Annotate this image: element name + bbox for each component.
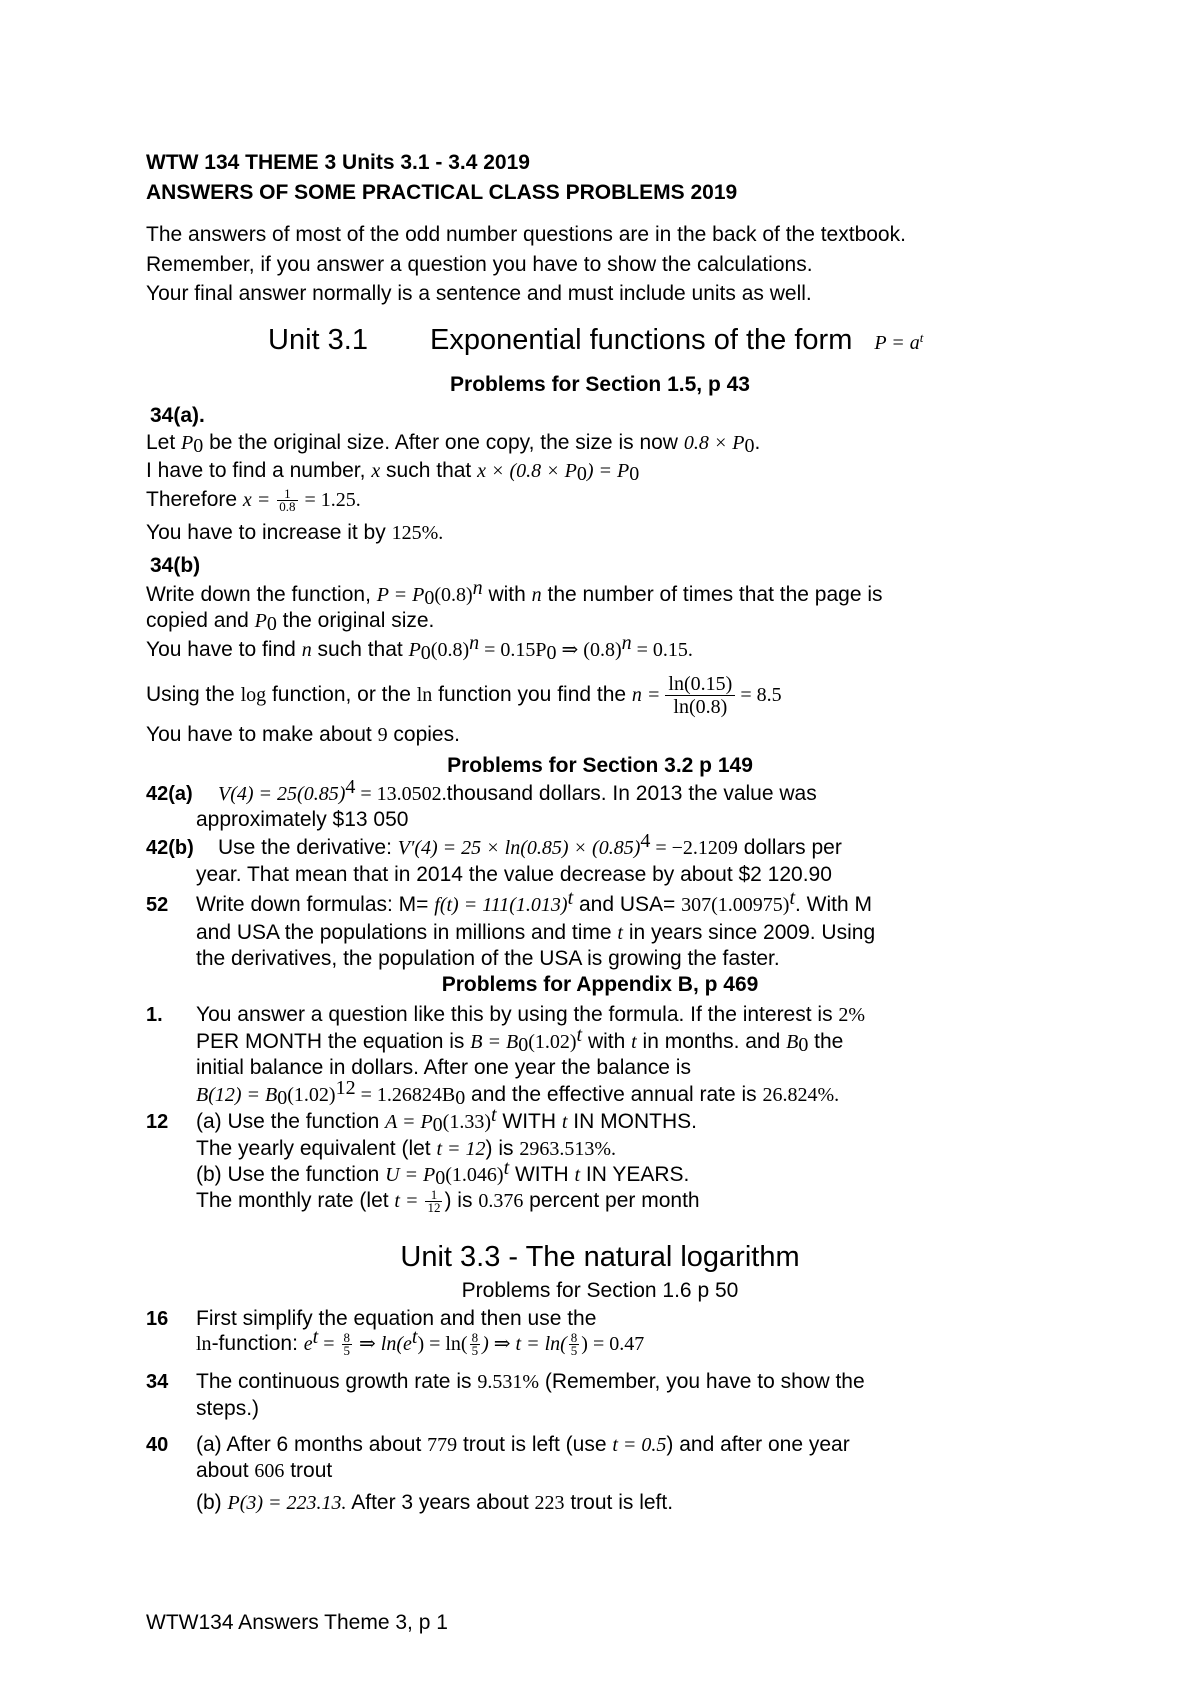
problem-12-label: 12 <box>146 1111 169 1133</box>
problem-1-line-2: PER MONTH the equation is $B = B_0(1.02)^t$ with t in months. and $B_0$ the <box>196 1024 844 1056</box>
problem-42b-label: 42(b) <box>146 837 194 859</box>
problem-34-line-1: The continuous growth rate is 9.531% (Remember, you have to show the <box>196 1370 865 1393</box>
problem-40-line-3: (b) P(3) = 223.13. After 3 years about 223 trout is left. <box>196 1491 674 1514</box>
problem-34a-label: 34(a). <box>150 404 205 427</box>
problem-52-line-1: Write down formulas: $M= f(t) = 111(1.013)^t$ and $USA= 307(1.00975)^t$. With M <box>196 887 872 916</box>
problem-16-label: 16 <box>146 1308 169 1330</box>
intro-line-3: Your final answer normally is a sentence and must include units as well. <box>146 282 812 305</box>
problem-1-label: 1. <box>146 1004 163 1026</box>
problem-34b-line-4: Using the log function, or the ln function you find the n = $\frac{\ln(0.15)}{\ln(0.8)}$ = 8.5 <box>146 672 782 718</box>
unit-3-3-title: Unit 3.3 - The natural logarithm <box>400 1241 800 1273</box>
intro-line-1: The answers of most of the odd number questions are in the back of the textbook. <box>146 223 906 246</box>
problem-42a-line-2: approximately $13 050 <box>196 808 409 831</box>
unit-3-1-title: Exponential functions of the form $P = a^t$ <box>430 324 924 356</box>
section-heading-appendix-b: Problems for Appendix B, p 469 <box>441 973 759 996</box>
problem-42a-label: 42(a) <box>146 783 193 805</box>
problem-42b-line-2: year. That mean that in 2014 the value decrease by about $2 120.90 <box>196 863 832 886</box>
problem-52-line-2: and USA the populations in millions and time t in years since 2009. Using <box>196 921 876 944</box>
problem-1-line-1: You answer a question like this by using the formula. If the interest is 2% <box>196 1003 866 1026</box>
unit-3-1-label: Unit 3.1 <box>268 324 368 356</box>
problem-12-line-1: (a) Use the function $A = P_0(1.33)^t$ WITH t IN MONTHS. <box>196 1104 697 1136</box>
problem-34a-line-4: You have to increase it by 125%. <box>146 521 444 544</box>
page-footer: WTW134 Answers Theme 3, p 1 <box>146 1611 448 1634</box>
section-heading-1-5: Problems for Section 1.5, p 43 <box>450 373 750 396</box>
problem-1-line-3: initial balance in dollars. After one year the balance is <box>196 1056 691 1079</box>
problem-12-line-3: (b) Use the function $U = P_0(1.046)^t$ WITH t IN YEARS. <box>196 1157 690 1189</box>
problem-40-label: 40 <box>146 1434 169 1456</box>
problem-12-line-2: The yearly equivalent (let t = 12) is 2963.513%. <box>196 1137 617 1160</box>
problem-40-line-1: (a) After 6 months about 779 trout is left (use t = 0.5) and after one year <box>196 1433 850 1456</box>
problem-34a-line-1: Let $P_0$ be the original size. After one copy, the size is now $0.8 \times P_0$. <box>146 431 761 457</box>
problem-40-line-2: about 606 trout <box>196 1459 333 1482</box>
problem-52-line-3: the derivatives, the population of the USA is growing the faster. <box>196 947 780 970</box>
problem-42b-line-1: Use the derivative: $V'(4) = 25 \times \ln(0.85) \times (0.85)^4 = -2.1209$ dollars per <box>218 830 842 859</box>
problem-34-line-2: steps.) <box>196 1397 260 1420</box>
unit-3-3-subtitle: Problems for Section 1.6 p 50 <box>461 1279 739 1302</box>
problem-16-line-1: First simplify the equation and then use the <box>196 1307 597 1330</box>
problem-34-label: 34 <box>146 1371 169 1393</box>
header-line-2: ANSWERS OF SOME PRACTICAL CLASS PROBLEMS 2019 <box>146 181 738 204</box>
problem-34b-line-3: You have to find n such that $P_0(0.8)^n = 0.15P_0$ ⇒ $(0.8)^n = 0.15$. <box>146 632 693 664</box>
problem-16-line-2: ln-function: $e^t$ = $\frac{8}{5}$ ⇒ $\ln(e^t) = \ln$( $\frac{8}{5}$ ) ⇒ t = ln( $\frac{8}{5}$ ) = 0.47 <box>196 1326 645 1358</box>
intro-line-2: Remember, if you answer a question you have to show the calculations. <box>146 253 813 276</box>
section-heading-3-2: Problems for Section 3.2 p 149 <box>447 754 753 777</box>
header-line-1: WTW 134 THEME 3 Units 3.1 - 3.4 2019 <box>146 151 530 174</box>
problem-42a-line-1: $V(4) = 25(0.85)^4$ = 13.0502.thousand dollars. In 2013 the value was <box>218 776 817 805</box>
problem-34b-label: 34(b) <box>150 554 201 577</box>
problem-34a-line-2: I have to find a number, x such that $x \times (0.8 \times P_0) = P_0$ <box>146 459 640 485</box>
problem-12-line-4: The monthly rate (let t = $\frac{1}{12}$ ) is 0.376 percent per month <box>196 1186 700 1215</box>
problem-34a-line-3: Therefore x = $\frac{1}{0.8}$ = 1.25. <box>146 485 361 514</box>
problem-34b-line-5: You have to make about 9 copies. <box>146 723 460 746</box>
problem-34b-line-1: Write down the function, $P = P_0(0.8)^n$ with n the number of times that the page is <box>146 577 883 609</box>
problem-1-line-4: $B(12) = B_0(1.02)^{12} = 1.26824B_0$ and the effective annual rate is 26.824%. <box>196 1077 840 1109</box>
problem-52-label: 52 <box>146 894 169 916</box>
problem-34b-line-2: copied and $P_0$ the original size. <box>146 609 435 635</box>
unit-3-1-formula: $P = a^t$ <box>874 330 924 354</box>
